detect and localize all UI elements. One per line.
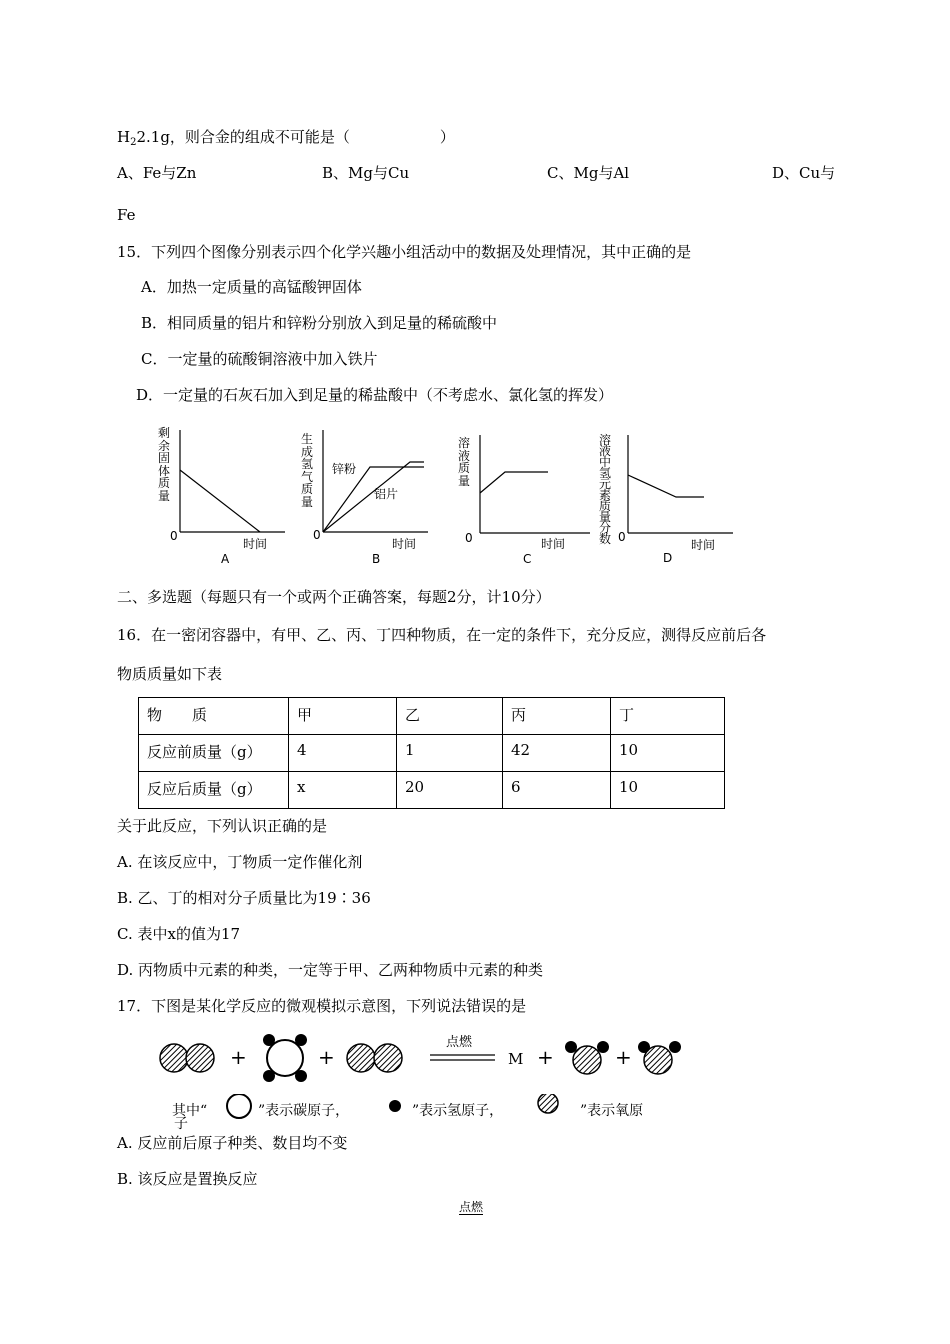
legend-text: ”表示碳原子，: [258, 1103, 350, 1119]
q16-option-a: A. 在该反应中，丁物质一定作催化剂: [117, 853, 363, 871]
table-cell: 物 质: [139, 698, 289, 735]
graph-c: [455, 425, 595, 570]
reaction-condition: 点燃: [446, 1035, 473, 1050]
carbon-atom-icon: [227, 1094, 251, 1118]
product-m: M: [508, 1050, 524, 1068]
table-row: [139, 735, 725, 772]
table-cell: 4: [289, 735, 397, 772]
graph-c-axes: [455, 425, 595, 570]
q14-option-c: C、Mg与Al: [547, 164, 630, 182]
q16-option-c: C. 表中x的值为17: [117, 925, 241, 943]
table-row: [139, 698, 725, 735]
graph-a-curve: [180, 470, 260, 532]
table-cell: 1: [397, 735, 503, 772]
graph-a-origin: 0: [170, 529, 178, 543]
q16-option-d: D. 丙物质中元素的种类，一定等于甲、乙两种物质中元素的种类: [117, 961, 544, 979]
legend-text: ”表示氢原子，: [412, 1103, 504, 1119]
graph-d-ylabel-col1: 溶液中氢元素质量分数: [598, 433, 611, 546]
q17-option-b: B. 该反应是置换反应: [117, 1170, 258, 1188]
reaction-diagram: [150, 1025, 710, 1095]
table-row: [139, 772, 725, 809]
table-cell: 20: [397, 772, 503, 809]
q15-option-b: B．相同质量的铝片和锌粉分别放入到足量的稀硫酸中: [141, 314, 498, 332]
graph-a-xlabel: 时间: [243, 537, 268, 551]
q16-stem-line2: 物质质量如下表: [117, 665, 223, 683]
graph-b-zinc-label: 锌粉: [332, 462, 357, 476]
q14-option-b: B、Mg与Cu: [322, 164, 410, 182]
graph-d-axes: [598, 425, 738, 570]
legend-text: 子: [174, 1116, 188, 1132]
section-2-heading: 二、多选题（每题只有一个或两个正确答案，每题2分，计10分）: [117, 588, 551, 606]
graph-b-origin: 0: [313, 528, 321, 542]
hydrogen-atom-icon: [389, 1100, 401, 1112]
table-cell: 10: [611, 735, 725, 772]
table-cell: 丙: [503, 698, 611, 735]
q14-option-a: A、Fe与Zn: [117, 164, 197, 182]
graph-a: [155, 425, 295, 570]
graph-c-letter: C: [523, 552, 532, 566]
atom-legend: [172, 1094, 732, 1132]
q14-option-d-wrap: Fe: [117, 206, 136, 224]
q14-option-d: D、Cu与: [772, 164, 836, 182]
graph-b-axes: [298, 425, 438, 570]
table-cell: x: [289, 772, 397, 809]
graph-d-xlabel: 时间: [691, 538, 716, 552]
q15-option-c: C．一定量的硫酸铜溶液中加入铁片: [141, 350, 378, 368]
q17-option-a: A. 反应前后原子种类、数目均不变: [117, 1134, 348, 1152]
q14-stem-tail: $H_22.1g$，则合金的组成不可能是（ ）: [117, 128, 455, 148]
table-cell: 反应后质量（g）: [139, 772, 289, 809]
plus-sign: +: [537, 1045, 554, 1069]
graph-b-aluminum-label: 铝片: [374, 487, 399, 501]
mass-table: [138, 697, 725, 809]
q17-stem: 17．下图是某化学反应的微观模拟示意图，下列说法错误的是: [117, 997, 527, 1015]
plus-sign: +: [318, 1045, 335, 1069]
graph-a-ylabel: 剩余固体质量: [157, 426, 170, 503]
table-cell: 42: [503, 735, 611, 772]
graph-d: [598, 425, 738, 570]
graph-c-origin: 0: [465, 531, 473, 545]
table-cell: 10: [611, 772, 725, 809]
oxygen-atom-icon: [538, 1094, 558, 1113]
graph-b-ylabel: 生成氢气质量: [300, 432, 313, 509]
table-cell: 6: [503, 772, 611, 809]
graph-b: [298, 425, 438, 570]
legend-text: ”表示氧原: [580, 1103, 644, 1119]
graph-d-curve: [628, 475, 704, 497]
q16-after-table: 关于此反应，下列认识正确的是: [117, 817, 328, 835]
plus-sign: +: [230, 1045, 247, 1069]
q15-option-a: A．加热一定质量的高锰酸钾固体: [141, 278, 362, 296]
graph-b-letter: B: [372, 552, 381, 566]
graph-a-letter: A: [221, 552, 230, 566]
graph-d-origin: 0: [618, 530, 626, 544]
table-cell: 乙: [397, 698, 503, 735]
q16-option-b: B. 乙、丁的相对分子质量比为19∶36: [117, 889, 371, 907]
table-cell: 甲: [289, 698, 397, 735]
graph-a-axes: [155, 425, 295, 570]
bottom-condition-label: 点燃: [459, 1200, 484, 1214]
q15-option-d: D．一定量的石灰石加入到足量的稀盐酸中（不考虑水、氯化氢的挥发）: [136, 386, 614, 404]
graph-d-letter: D: [663, 551, 673, 565]
graph-b-xlabel: 时间: [392, 537, 417, 551]
table-cell: 丁: [611, 698, 725, 735]
plus-sign: +: [615, 1045, 632, 1069]
legend-text: 其中“: [172, 1103, 208, 1119]
q16-stem-line1: 16．在一密闭容器中，有甲、乙、丙、丁四种物质，在一定的条件下，充分反应，测得反应前后各: [117, 626, 767, 644]
graph-c-xlabel: 时间: [541, 537, 566, 551]
q15-stem: 15．下列四个图像分别表示四个化学兴趣小组活动中的数据及处理情况，其中正确的是: [117, 243, 692, 261]
graph-c-curve: [480, 472, 548, 493]
graph-c-ylabel: 溶液质量: [457, 436, 470, 488]
table-cell: 反应前质量（g）: [139, 735, 289, 772]
